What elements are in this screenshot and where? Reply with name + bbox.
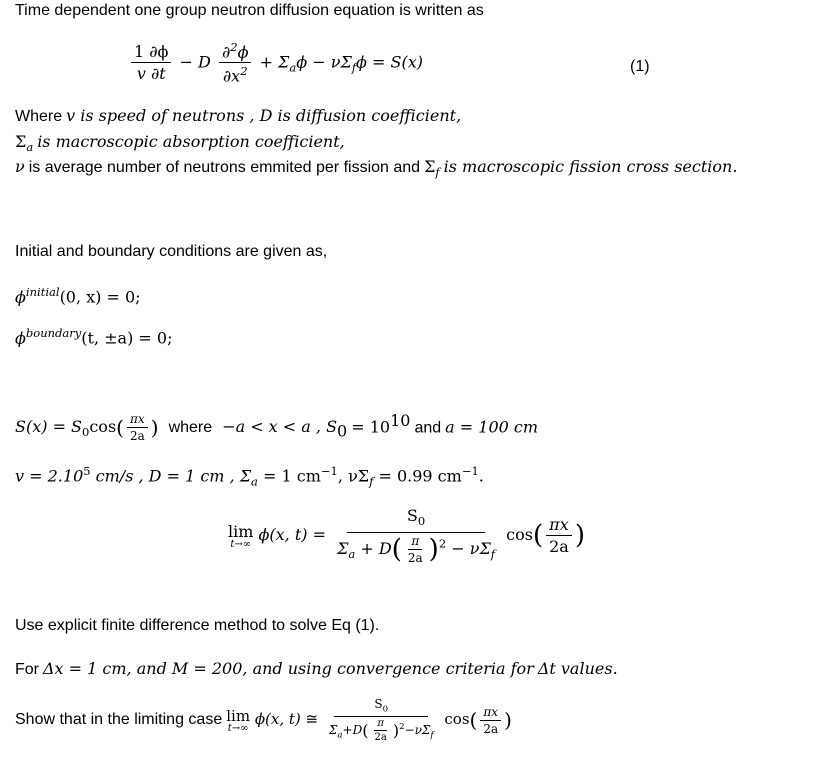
initial-condition: $\phi^{initial}(0$, x) = 0; <box>15 285 141 307</box>
diffusion-equation: $\frac{1 \partial\phi}{v \partial t}$ − D $\frac{\partial^2\phi}{\partial x^2}$ + $\Sigma_a\phi - \nu\Sigma_f\phi = S(x)$ <box>128 40 423 86</box>
initial-superscript: initial <box>25 285 60 299</box>
where-lead: Where <box>15 108 63 125</box>
source-range: −a < x < a , S <box>222 417 338 437</box>
where-definitions-3b: is macroscopic fission cross section. <box>443 157 738 176</box>
for-word: For <box>15 661 39 678</box>
dx-text: Δx = 1 cm, and M = 200, and using convergence criteria for <box>43 659 534 678</box>
and-word: and <box>414 419 442 437</box>
initial-rhs: (0, x) = 0; <box>59 287 141 307</box>
limit-operator: lim t→∞ <box>228 521 254 550</box>
nu-sigma-f-exponent: −1 <box>461 464 479 478</box>
second-space-derivative-term: $\frac{\partial^2\phi}{\partial x^2}$ <box>219 40 252 86</box>
sigma-a-exponent: −1 <box>320 464 338 478</box>
v-exponent: 5 <box>83 464 91 478</box>
equation-number: (1) <box>630 58 650 75</box>
where-word: where <box>168 419 213 437</box>
where-line-1 <box>15 106 461 126</box>
limit-coefficient: $S_0$ $\Sigma_a + D$( $\frac{\pi}{2a}$ )$^2 - \nu\Sigma_f$ <box>337 506 496 566</box>
sigma-a-value: = 1 cm <box>263 466 321 486</box>
show-formula: lim t→∞ ϕ(x, t) ≅ $S_0$ $\Sigma_a+D$( $\frac{\pi}{2a}$ )$^2-\nu\Sigma_f$ cos( $\frac{\pi x}{2a}$ ) <box>226 697 512 744</box>
nu-symbol: ν <box>15 157 25 176</box>
method-text: Use explicit finite difference method to solve Eq (1). <box>15 617 380 634</box>
parameters-line: $v = 2.10^5$ cm/s , D = 1 cm , $\Sigma_a = 1$ $cm^{-1}$, $\nu\Sigma_f = 0.99$ $cm^{-1}$. <box>15 464 484 489</box>
s0-value: = 10 <box>351 417 391 437</box>
where-definitions-2: is macroscopic absorption coefficient, <box>37 132 345 151</box>
where-line-2 <box>15 132 345 154</box>
s0-exponent: 10 <box>390 411 411 430</box>
v-value: v = 2.10 <box>15 466 84 486</box>
sigma-f-symbol: $\Sigma_f$ <box>424 157 440 180</box>
boundary-condition: $\phi^{boundary}(t$, ±a) = 0; <box>15 326 173 348</box>
time-derivative-term: $\frac{1 \partial\phi}{v \partial t}$ <box>131 42 171 83</box>
dt-text: Δt values. <box>537 659 618 678</box>
nu-sigma-f-value: = 0.99 cm <box>378 466 462 486</box>
where-line-3 <box>15 157 737 179</box>
boundary-superscript: boundary <box>25 326 82 340</box>
show-text: Show that in the limiting case <box>15 711 223 729</box>
sigma-a-symbol: $\Sigma_a$ <box>15 132 34 155</box>
intro-text: Time dependent one group neutron diffusion equation is written as <box>15 2 484 19</box>
nu-sigma-f-label: , νΣ <box>337 466 370 486</box>
source-definition: $S(x) = S_0\cos$( $\frac{\pi x}{2a}$ ) <box>15 412 159 444</box>
a-value: a = 100 cm <box>445 417 539 437</box>
method-parameters <box>15 659 618 679</box>
limit-formula: lim t→∞ ϕ(x, t) = $S_0$ $\Sigma_a + D$( $\frac{\pi}{2a}$ )$^2 - \nu\Sigma_f$ cos( $\frac{\pi x}{2a}$ ) <box>228 506 585 566</box>
source-line: $S(x) = S_0\cos$( $\frac{\pi x}{2a}$ ) where −a < x < a , $S_0 = 10^{10}$ and a = 100 cm <box>15 411 539 444</box>
where-definitions-1: v is speed of neutrons , D is diffusion coefficient, <box>66 106 462 125</box>
conditions-intro: Initial and boundary conditions are given as, <box>15 243 328 260</box>
parameters-end: . <box>478 466 484 486</box>
show-line <box>15 697 512 743</box>
boundary-rhs: (t, ±a) = 0; <box>81 328 173 348</box>
parameters-rest: cm/s , D = 1 cm , Σ <box>95 466 252 486</box>
where-definitions-3a: is average number of neutrons emmited per fission and <box>28 159 421 176</box>
